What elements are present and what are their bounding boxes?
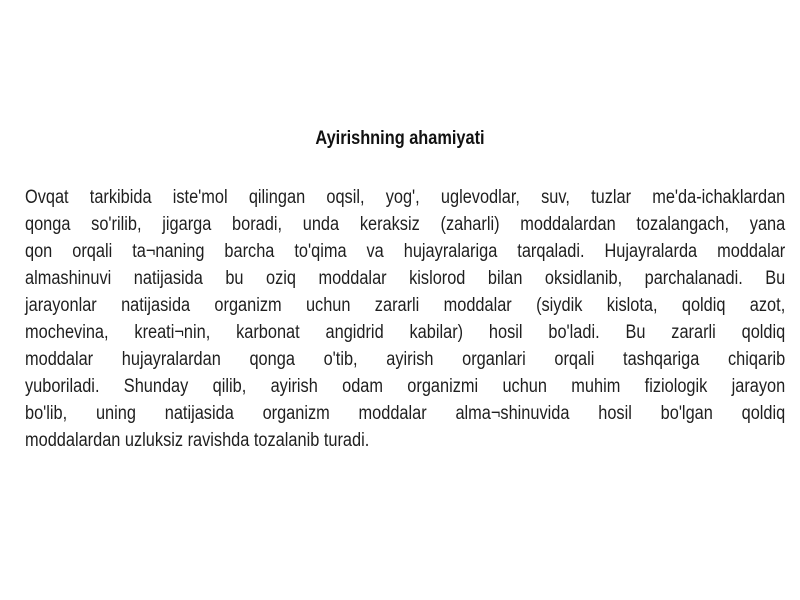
- paragraph-line: moddalar hujayralardan qonga o'tib, ayirish organlari orqali tashqariga chiqarib: [25, 349, 786, 370]
- paragraph-line: Ovqat tarkibida iste'mol qilingan oqsil, yog', uglevodlar, suv, tuzlar me'da-ichaklardan: [25, 187, 786, 208]
- document-body: [25, 184, 785, 454]
- paragraph-line: moddalardan uzluksiz ravishda tozalanib turadi.: [25, 430, 370, 451]
- paragraph-line: almashinuvi natijasida bu oziq moddalar kislorod bilan oksidlanib, parchalanadi. Bu: [25, 268, 786, 289]
- paragraph-line: mochevina, kreati¬nin, karbonat angidrid kabilar) hosil bo'ladi. Bu zararli qoldiq: [25, 322, 786, 343]
- document-title: Ayirishning ahamiyati: [315, 128, 485, 149]
- paragraph-line: qonga so'rilib, jigarga boradi, unda keraksiz (zaharli) moddalardan tozalangach, yana: [25, 214, 786, 235]
- paragraph-line: yuboriladi. Shunday qilib, ayirish odam organizmi uchun muhim fiziologik jarayon: [25, 376, 786, 397]
- paragraph-line: jarayonlar natijasida organizm uchun zararli moddalar (siydik kislota, qoldiq azot,: [25, 295, 786, 316]
- paragraph-line: qon orqali ta¬naning barcha to'qima va hujayralariga tarqaladi. Hujayralarda moddalar: [25, 241, 786, 262]
- paragraph-line: bo'lib, uning natijasida organizm moddalar alma¬shinuvida hosil bo'lgan qoldiq: [25, 403, 786, 424]
